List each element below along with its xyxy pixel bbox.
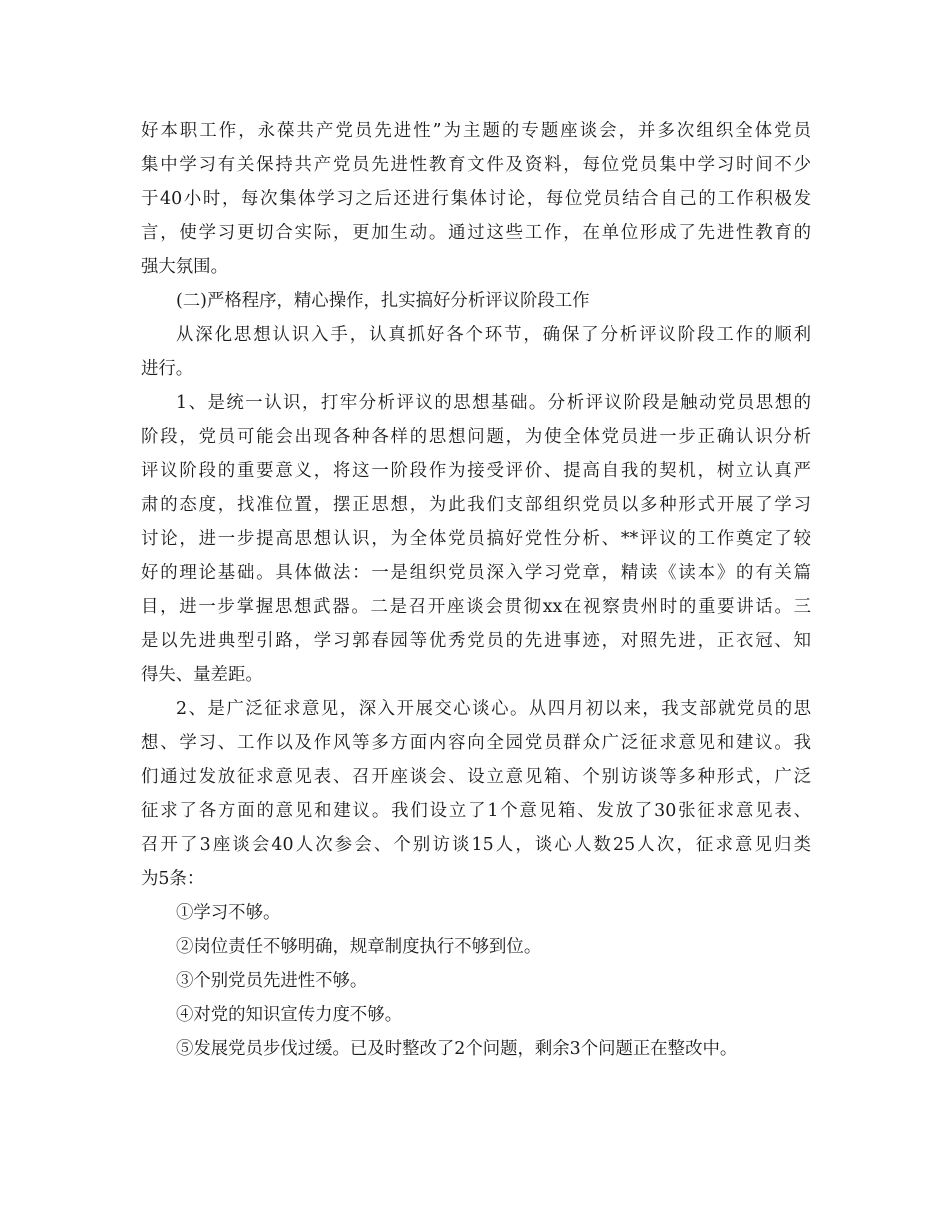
text-line: 评议阶段的重要意义，将这一阶段作为接受评价、提高自我的契机，树立认真严 [141, 461, 811, 481]
list-item: ②岗位责任不够明确，规章制度执行不够到位。 [176, 937, 542, 957]
heading-text: (二)严格程序，精心操作，扎实搞好分析评议阶段工作 [176, 291, 590, 311]
text-line: 肃的态度，找准位置，摆正思想，为此我们支部组织党员以多种形式开展了学习 [141, 495, 811, 515]
text-line: 好本职工作，永葆共产党员先进性”为主题的专题座谈会，并多次组织全体党员 [141, 121, 811, 141]
document-page [141, 114, 811, 1066]
text-line: 讨论，进一步提高思想认识，为全体党员搞好党性分析、**评议的工作奠定了较 [141, 529, 811, 549]
text-line: 们通过发放征求意见表、召开座谈会、设立意见箱、个别访谈等多种形式，广泛 [141, 767, 811, 787]
text-line: 进行。 [141, 359, 194, 379]
text-line: 目，进一步掌握思想武器。二是召开座谈会贯彻xx在视察贵州时的重要讲话。三 [141, 597, 811, 617]
list-item: ④对党的知识宣传力度不够。 [176, 1005, 403, 1025]
paragraph [141, 114, 811, 284]
issue-list [141, 896, 811, 1066]
text-line: 想、学习、工作以及作风等多方面内容向全园党员群众广泛征求意见和建议。我 [141, 733, 811, 753]
section-heading [141, 284, 811, 318]
text-line: 征求了各方面的意见和建议。我们设立了1个意见箱、发放了30张征求意见表、 [141, 801, 811, 821]
text-line: 2、是广泛征求意见，深入开展交心谈心。从四月初以来，我支部就党员的思 [176, 699, 811, 719]
text-line: 从深化思想认识入手，认真抓好各个环节，确保了分析评议阶段工作的顺利 [176, 325, 811, 345]
text-line: 好的理论基础。具体做法：一是组织党员深入学习党章，精读《读本》的有关篇 [141, 563, 811, 583]
list-item: ①学习不够。 [176, 903, 281, 923]
text-line: 1、是统一认识，打牢分析评议的思想基础。分析评议阶段是触动党员思想的 [176, 393, 811, 413]
text-line: 是以先进典型引路，学习郭春园等优秀党员的先进事迹，对照先进，正衣冠、知 [141, 631, 811, 651]
text-line: 强大氛围。 [141, 257, 228, 277]
text-line: 言，使学习更切合实际，更加生动。通过这些工作，在单位形成了先进性教育的 [141, 223, 811, 243]
text-line: 阶段，党员可能会出现各种各样的思想问题，为使全体党员进一步正确认识分析 [141, 427, 811, 447]
text-line: 得失、量差距。 [141, 665, 263, 685]
text-line: 召开了3座谈会40人次参会、个别访谈15人，谈心人数25人次，征求意见归类 [141, 835, 811, 855]
list-item: ⑤发展党员步伐过缓。已及时整改了2个问题，剩余3个问题正在整改中。 [176, 1039, 738, 1059]
text-line: 为5条： [141, 869, 205, 889]
text-line: 集中学习有关保持共产党员先进性教育文件及资料，每位党员集中学习时间不少 [141, 155, 811, 175]
list-item: ③个别党员先进性不够。 [176, 971, 368, 991]
paragraph [141, 318, 811, 386]
paragraph [141, 386, 811, 692]
text-line: 于40小时，每次集体学习之后还进行集体讨论，每位党员结合自己的工作积极发 [141, 189, 811, 209]
paragraph [141, 692, 811, 896]
